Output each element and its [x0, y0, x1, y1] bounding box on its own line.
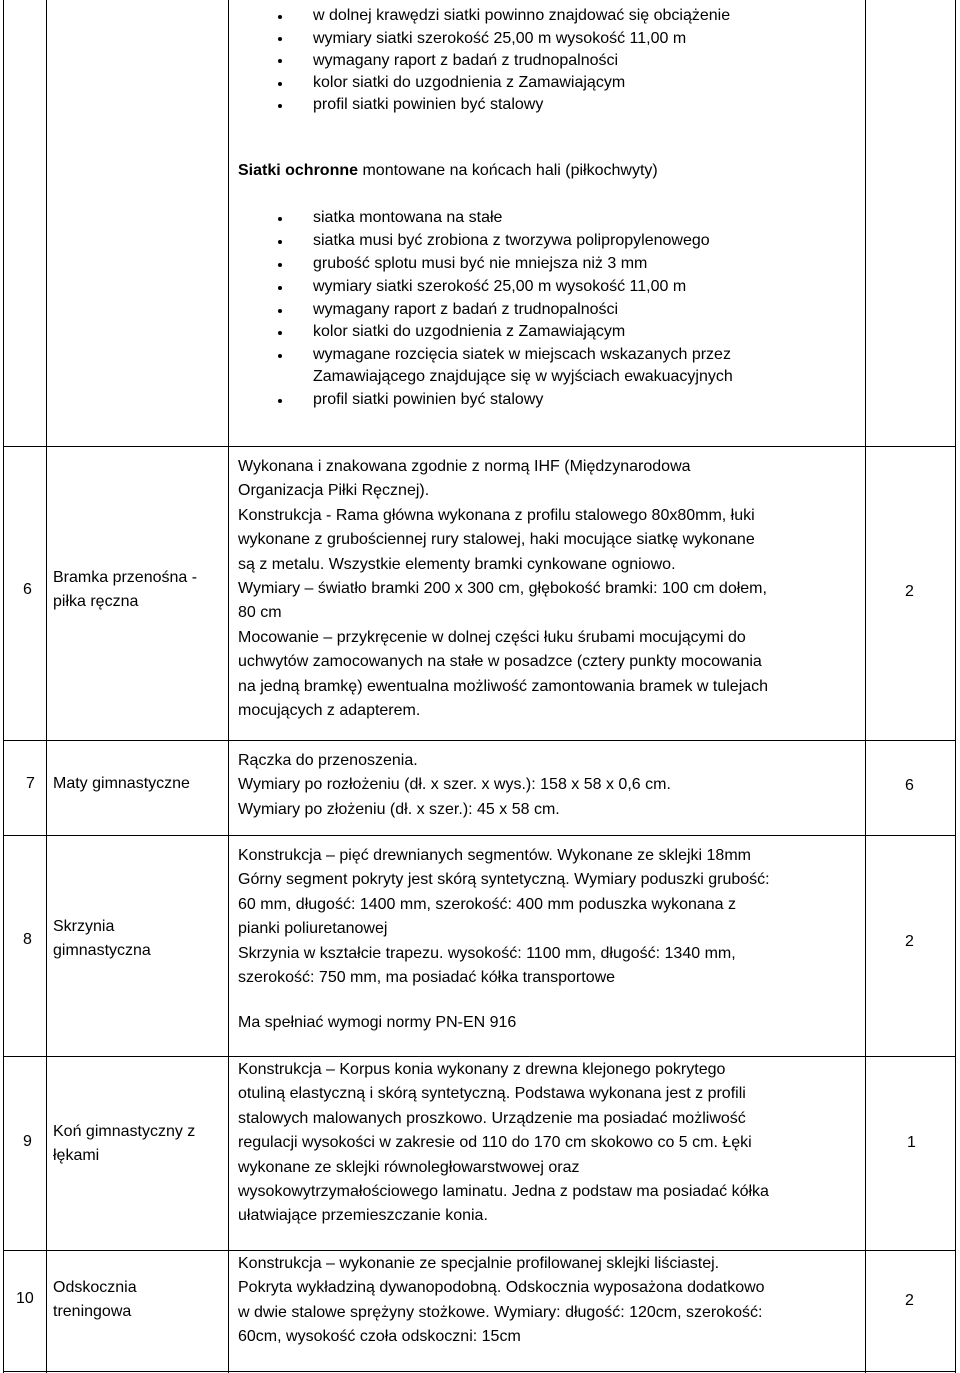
description-line: regulacji wysokości w zakresie od 110 do 170 cm skokowo co 5 cm. Łęki	[238, 1134, 752, 1152]
row-border	[3, 1250, 956, 1251]
item-quantity: 2	[905, 1292, 914, 1309]
description-line: w dwie stalowe sprężyny stożkowe. Wymiary: długość: 120cm, szerokość:	[238, 1303, 763, 1321]
section-heading-rest: montowane na końcach hali (piłkochwyty)	[358, 162, 658, 179]
row-border	[3, 740, 956, 741]
col-border-description	[865, 0, 866, 1373]
description-line: są z metalu. Wszystkie elementy bramki cynkowane ogniowo.	[238, 555, 676, 573]
description-line: Wymiary po złożeniu (dł. x szer.): 45 x 58 cm.	[238, 800, 560, 818]
item-name	[53, 1276, 137, 1324]
description-line: Górny segment pokryty jest skórą syntetyczną. Wymiary poduszki grubość:	[238, 871, 770, 889]
bullet-icon	[278, 104, 282, 108]
description-line: otuliną elastyczną i skórą syntetyczną. Podstawa wykonana jest z profili	[238, 1085, 746, 1103]
bullet-icon	[278, 240, 282, 244]
row-number: 7	[26, 775, 35, 792]
col-border-right	[955, 0, 956, 1373]
item-name-line: piłka ręczna	[53, 593, 139, 610]
item-quantity: 2	[905, 933, 914, 950]
list-item: siatka montowana na stałe	[313, 209, 503, 226]
list-item: grubość splotu musi być nie mniejsza niż 3 mm	[313, 255, 648, 272]
description-line: stalowych malowanych proszkowo. Urządzenie ma posiadać możliwość	[238, 1109, 746, 1127]
description-line: ułatwiające przemieszczanie konia.	[238, 1207, 488, 1225]
description-line: Konstrukcja – pięć drewnianych segmentów. Wykonane ze sklejki 18mm	[238, 847, 751, 864]
bullet-icon	[278, 309, 282, 313]
list-item: kolor siatki do uzgodnienia z Zamawiającym	[313, 323, 626, 340]
description-line: Rączka do przenoszenia.	[238, 752, 418, 769]
description-line: uchwytów zamocowanych na stałe w posadzce (cztery punkty mocowania	[238, 653, 762, 671]
description-line: Wykonana i znakowana zgodnie z normą IHF (Międzynarodowa	[238, 458, 691, 475]
list-item: kolor siatki do uzgodnienia z Zamawiającym	[313, 74, 626, 91]
bullet-icon	[278, 217, 282, 221]
section-heading-bold: Siatki ochronne	[238, 162, 359, 179]
row-number: 9	[23, 1133, 32, 1150]
description-line: wykonane z grubościennej rury stalowej, haki mocujące siatkę wykonane	[238, 531, 755, 549]
bullet-icon	[278, 82, 282, 86]
item-name-line: Bramka przenośna -	[53, 569, 198, 586]
list-item: wymiary siatki szerokość 25,00 m wysokość 11,00 m	[313, 30, 687, 47]
item-quantity: 2	[905, 583, 914, 600]
list-item: w dolnej krawędzi siatki powinno znajdować się obciążenie	[313, 7, 731, 24]
item-name-line: łękami	[53, 1147, 100, 1164]
description-line: mocujących z adapterem.	[238, 702, 421, 719]
col-border-number	[46, 0, 47, 1373]
bullet-icon	[278, 354, 282, 358]
description-line: 60cm, wysokość czoła odskoczni: 15cm	[238, 1328, 521, 1346]
description-line: 60 mm, długość: 1400 mm, szerokość: 400 mm poduszka wykonana z	[238, 895, 736, 913]
description-line: Konstrukcja – Korpus konia wykonany z drewna klejonego pokrytego	[238, 1061, 726, 1078]
description-line: Konstrukcja – wykonanie ze specjalnie profilowanej sklejki liściastej.	[238, 1255, 720, 1272]
item-name-line: Odskocznia	[53, 1279, 137, 1296]
list-item: wymiary siatki szerokość 25,00 m wysokość 11,00 m	[313, 278, 687, 295]
row-border	[3, 446, 956, 447]
description-note: Ma spełniać wymogi normy PN-EN 916	[238, 1014, 517, 1031]
item-name-line: treningowa	[53, 1303, 132, 1320]
row-number: 6	[23, 581, 32, 598]
list-item: wymagane rozcięcia siatek w miejscach wskazanych przez	[313, 346, 731, 363]
description-line: Skrzynia w kształcie trapezu. wysokość: 1100 mm, długość: 1340 mm,	[238, 944, 736, 962]
item-quantity: 1	[907, 1134, 916, 1151]
bullet-icon	[278, 263, 282, 267]
row-number: 10	[16, 1290, 34, 1307]
bullet-icon	[278, 37, 282, 41]
description-line: na jedną bramkę) ewentualna możliwość zamontowania bramek w tulejach	[238, 677, 769, 695]
item-name	[53, 566, 197, 614]
description-line: Mocowanie – przykręcenie w dolnej części łuku śrubami mocującymi do	[238, 628, 746, 646]
list-item: wymagany raport z badań z trudnopalności	[313, 52, 619, 69]
description-line: wykonane ze sklejki równoległowarstwowej oraz	[238, 1158, 580, 1176]
row-number: 8	[23, 931, 32, 948]
row-border	[3, 835, 956, 836]
list-item: profil siatki powinien być stalowy	[313, 96, 544, 113]
description-line: Organizacja Piłki Ręcznej).	[238, 482, 430, 500]
description-line: Wymiary – światło bramki 200 x 300 cm, głębokość bramki: 100 cm dołem,	[238, 580, 767, 597]
item-name	[53, 915, 151, 963]
list-item: siatka musi być zrobiona z tworzywa polipropylenowego	[313, 232, 710, 249]
description-line: pianki poliuretanowej	[238, 920, 388, 938]
col-border-left	[3, 0, 4, 1373]
bullet-icon	[278, 15, 282, 19]
description-line: Konstrukcja - Rama główna wykonana z profilu stalowego 80x80mm, łuki	[238, 506, 755, 524]
description-line: 80 cm	[238, 604, 282, 622]
description-line: szerokość: 750 mm, ma posiadać kółka transportowe	[238, 969, 616, 986]
description-line: Pokryta wykładziną dywanopodobną. Odskocznia wyposażona dodatkowo	[238, 1279, 765, 1297]
row-border	[3, 1371, 956, 1372]
item-name-line: Maty gimnastyczne	[53, 775, 190, 792]
description-line: Wymiary po rozłożeniu (dł. x szer. x wys.): 158 x 58 x 0,6 cm.	[238, 776, 671, 794]
item-name-line: gimnastyczna	[53, 942, 151, 959]
bullet-icon	[278, 286, 282, 290]
list-item-continuation: Zamawiającego znajdujące się w wyjściach ewakuacyjnych	[313, 368, 733, 385]
bullet-icon	[278, 399, 282, 403]
list-item: profil siatki powinien być stalowy	[313, 391, 544, 408]
row-border	[3, 1056, 956, 1057]
item-quantity: 6	[905, 777, 914, 794]
col-border-name	[228, 0, 229, 1373]
item-name-line: Koń gimnastyczny z	[53, 1123, 196, 1140]
list-item: wymagany raport z badań z trudnopalności	[313, 301, 619, 318]
bullet-icon	[278, 59, 282, 63]
item-name	[53, 772, 190, 796]
bullet-icon	[278, 331, 282, 335]
item-name	[53, 1120, 195, 1168]
item-name-line: Skrzynia	[53, 918, 115, 935]
description-line: wysokowytrzymałościowego laminatu. Jedna z podstaw ma posiadać kółka	[238, 1183, 769, 1200]
section-heading	[238, 160, 658, 182]
